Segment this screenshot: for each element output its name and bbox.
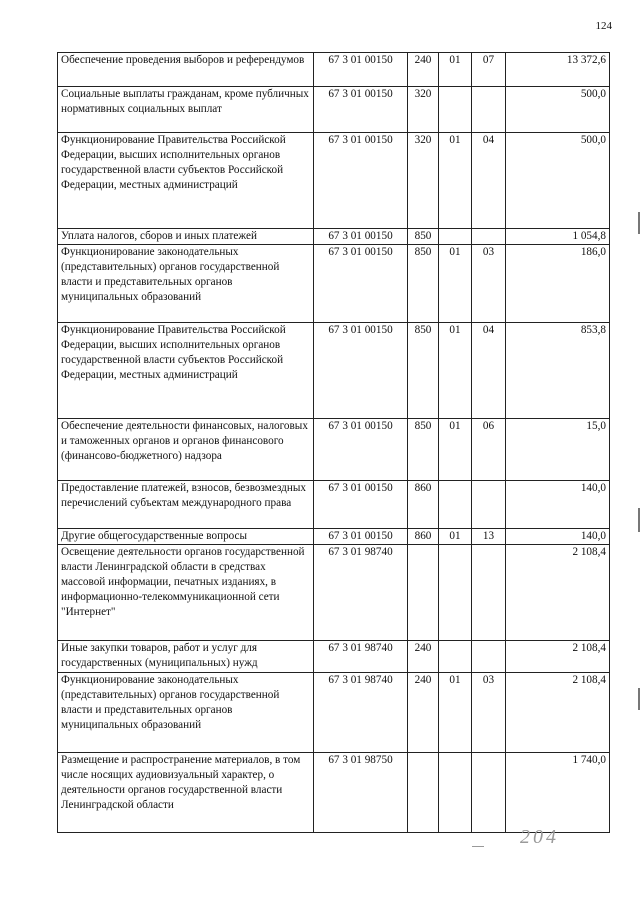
row-expense-type: 860 bbox=[408, 529, 439, 545]
row-expense-type: 850 bbox=[408, 419, 439, 481]
row-subsection: 04 bbox=[472, 323, 506, 419]
budget-table bbox=[57, 52, 610, 833]
table-row bbox=[58, 753, 610, 833]
row-amount: 186,0 bbox=[506, 245, 610, 323]
table-row bbox=[58, 53, 610, 87]
row-section bbox=[439, 545, 472, 641]
stamp-dash bbox=[472, 846, 484, 847]
row-name: Социальные выплаты гражданам, кроме публичных нормативных социальных выплат bbox=[58, 87, 314, 133]
row-amount: 140,0 bbox=[506, 529, 610, 545]
row-section bbox=[439, 753, 472, 833]
row-subsection: 06 bbox=[472, 419, 506, 481]
row-target-code: 67 3 01 98740 bbox=[314, 641, 408, 673]
row-section: 01 bbox=[439, 323, 472, 419]
row-subsection bbox=[472, 87, 506, 133]
row-amount: 1 054,8 bbox=[506, 229, 610, 245]
page-number: 124 bbox=[595, 20, 612, 32]
row-subsection bbox=[472, 641, 506, 673]
row-name: Размещение и распространение материалов, в том числе носящих аудиовизуальный характер, о деятельности органов государственной власти Ленинградской области bbox=[58, 753, 314, 833]
table-row bbox=[58, 545, 610, 641]
row-expense-type: 240 bbox=[408, 53, 439, 87]
row-section bbox=[439, 641, 472, 673]
row-amount: 2 108,4 bbox=[506, 545, 610, 641]
row-name: Функционирование законодательных (представительных) органов государственной власти и представительных органов муниципальных образований bbox=[58, 245, 314, 323]
row-subsection: 04 bbox=[472, 133, 506, 229]
row-amount: 853,8 bbox=[506, 323, 610, 419]
table-row bbox=[58, 133, 610, 229]
row-section: 01 bbox=[439, 133, 472, 229]
row-expense-type: 240 bbox=[408, 641, 439, 673]
row-subsection bbox=[472, 229, 506, 245]
row-subsection bbox=[472, 753, 506, 833]
row-section bbox=[439, 229, 472, 245]
row-amount: 15,0 bbox=[506, 419, 610, 481]
table-row bbox=[58, 419, 610, 481]
row-name: Уплата налогов, сборов и иных платежей bbox=[58, 229, 314, 245]
row-name: Освещение деятельности органов государственной власти Ленинградской области в средствах массовой информации, печатных изданиях, в информационно-телекоммуникационной сети "Интернет" bbox=[58, 545, 314, 641]
row-section: 01 bbox=[439, 673, 472, 753]
row-name: Функционирование законодательных (представительных) органов государственной власти и представительных органов муниципальных образований bbox=[58, 673, 314, 753]
row-name: Функционирование Правительства Российской Федерации, высших исполнительных органов государственной власти субъектов Российской Федерации, местных администраций bbox=[58, 323, 314, 419]
row-amount: 500,0 bbox=[506, 87, 610, 133]
row-target-code: 67 3 01 00150 bbox=[314, 529, 408, 545]
row-name: Обеспечение деятельности финансовых, налоговых и таможенных органов и органов финансового (финансово-бюджетного) надзора bbox=[58, 419, 314, 481]
table-row bbox=[58, 641, 610, 673]
budget-table-body bbox=[58, 53, 610, 833]
row-amount: 2 108,4 bbox=[506, 673, 610, 753]
row-subsection: 13 bbox=[472, 529, 506, 545]
row-subsection: 07 bbox=[472, 53, 506, 87]
row-subsection bbox=[472, 545, 506, 641]
row-expense-type: 320 bbox=[408, 133, 439, 229]
table-row bbox=[58, 673, 610, 753]
row-name: Обеспечение проведения выборов и референдумов bbox=[58, 53, 314, 87]
row-subsection: 03 bbox=[472, 673, 506, 753]
row-name: Иные закупки товаров, работ и услуг для государственных (муниципальных) нужд bbox=[58, 641, 314, 673]
row-expense-type: 850 bbox=[408, 229, 439, 245]
row-target-code: 67 3 01 00150 bbox=[314, 53, 408, 87]
row-subsection: 03 bbox=[472, 245, 506, 323]
row-section: 01 bbox=[439, 53, 472, 87]
row-expense-type: 850 bbox=[408, 323, 439, 419]
row-target-code: 67 3 01 98750 bbox=[314, 753, 408, 833]
row-name: Другие общегосударственные вопросы bbox=[58, 529, 314, 545]
table-row bbox=[58, 87, 610, 133]
row-section bbox=[439, 87, 472, 133]
row-target-code: 67 3 01 00150 bbox=[314, 481, 408, 529]
row-target-code: 67 3 01 00150 bbox=[314, 323, 408, 419]
row-section: 01 bbox=[439, 245, 472, 323]
row-target-code: 67 3 01 00150 bbox=[314, 229, 408, 245]
row-target-code: 67 3 01 00150 bbox=[314, 419, 408, 481]
row-expense-type: 860 bbox=[408, 481, 439, 529]
table-row bbox=[58, 245, 610, 323]
row-target-code: 67 3 01 98740 bbox=[314, 673, 408, 753]
row-amount: 140,0 bbox=[506, 481, 610, 529]
row-target-code: 67 3 01 98740 bbox=[314, 545, 408, 641]
table-row bbox=[58, 481, 610, 529]
row-name: Функционирование Правительства Российской Федерации, высших исполнительных органов государственной власти субъектов Российской Федерации, местных администраций bbox=[58, 133, 314, 229]
row-expense-type bbox=[408, 545, 439, 641]
row-expense-type: 850 bbox=[408, 245, 439, 323]
row-section: 01 bbox=[439, 529, 472, 545]
row-section bbox=[439, 481, 472, 529]
row-target-code: 67 3 01 00150 bbox=[314, 245, 408, 323]
table-row bbox=[58, 529, 610, 545]
row-section: 01 bbox=[439, 419, 472, 481]
row-expense-type: 240 bbox=[408, 673, 439, 753]
row-amount: 1 740,0 bbox=[506, 753, 610, 833]
sheet-stamp-number: 204 bbox=[520, 826, 559, 848]
row-amount: 13 372,6 bbox=[506, 53, 610, 87]
row-amount: 2 108,4 bbox=[506, 641, 610, 673]
row-name: Предоставление платежей, взносов, безвозмездных перечислений субъектам международного права bbox=[58, 481, 314, 529]
row-target-code: 67 3 01 00150 bbox=[314, 87, 408, 133]
row-amount: 500,0 bbox=[506, 133, 610, 229]
table-row bbox=[58, 229, 610, 245]
table-row bbox=[58, 323, 610, 419]
row-expense-type: 320 bbox=[408, 87, 439, 133]
row-expense-type bbox=[408, 753, 439, 833]
row-target-code: 67 3 01 00150 bbox=[314, 133, 408, 229]
row-subsection bbox=[472, 481, 506, 529]
